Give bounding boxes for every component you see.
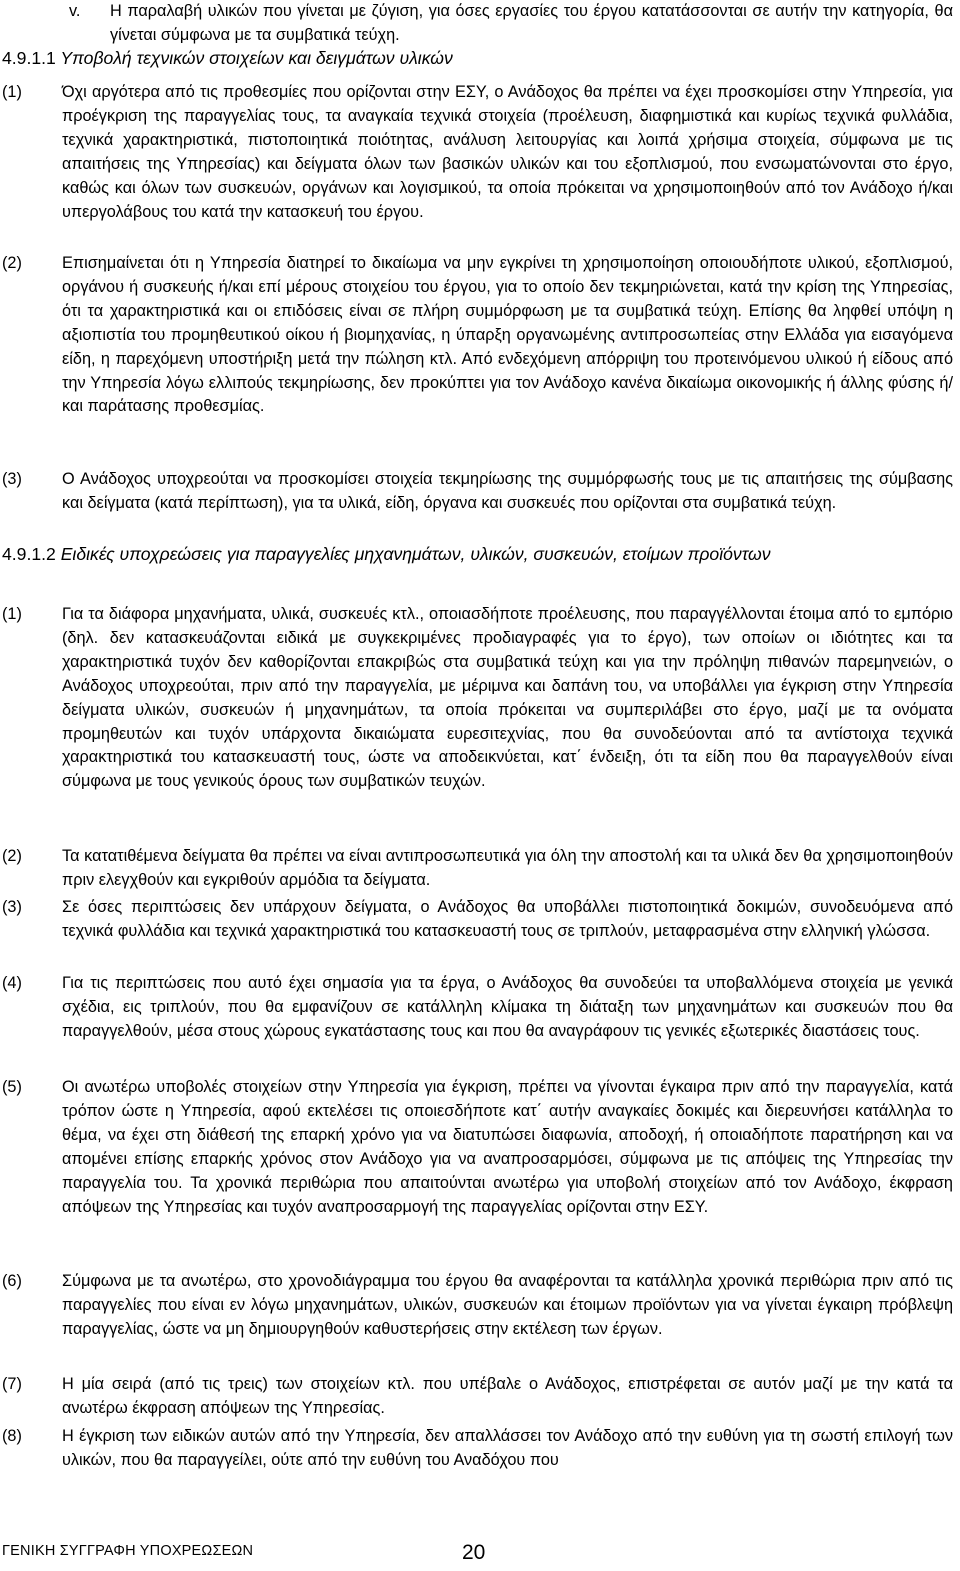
page-number: 20 bbox=[462, 1541, 486, 1564]
item-text: Η έγκριση των ειδικών αυτών από την Υπηρεσία, δεν απαλλάσσει τον Ανάδοχο από την ευθύνη για τη σωστή επιλογή των υλικών, που θα παραγγείλει, ούτε από την ευθύνη του Αναδόχου που bbox=[62, 1427, 953, 1469]
list-item bbox=[0, 468, 953, 516]
item-text: Σε όσες περιπτώσεις δεν υπάρχουν δείγματα, ο Ανάδοχος θα υποβάλλει πιστοποιητικά δοκιμών, συνοδευόμενα από τεχνικά φυλλάδια και τεχνικά χαρακτηριστικά του κατασκευαστή τους σε τριπλούν, μεταφρασμένα στην ελληνική γλώσσα. bbox=[62, 898, 953, 940]
list-item bbox=[0, 972, 953, 1044]
list-item bbox=[0, 81, 953, 224]
item-number: (1) bbox=[2, 83, 22, 101]
item-number: (2) bbox=[2, 254, 22, 272]
item-text: Σύμφωνα με τα ανωτέρω, στο χρονοδιάγραμμα του έργου θα αναφέρονται τα κατάλληλα χρονικά περιθώρια πριν από τις παραγγελίες που είναι εν λόγω μηχανημάτων, υλικών, συσκευών και έτοιμων προϊόντων για να γίνεται έγκαιρη πρόβλεψη παραγγελίας, ώστε να μη δημιουργηθούν καθυστερήσεις στην εκτέλεση των έργων. bbox=[62, 1272, 953, 1338]
list-item bbox=[0, 1270, 953, 1342]
item-text: Η παραλαβή υλικών που γίνεται με ζύγιση, για όσες εργασίες του έργου κατατάσσονται σε αυτήν την κατηγορία, θα γίνεται σύμφωνα με τα συμβατικά τεύχη. bbox=[110, 2, 953, 44]
footer-title: ΓΕΝΙΚΗ ΣΥΓΓΡΑΦΗ ΥΠΟΧΡΕΩΣΕΩΝ bbox=[2, 1543, 254, 1559]
list-item bbox=[0, 1425, 953, 1473]
section-number: 4.9.1.2 bbox=[2, 544, 56, 564]
section-title: Ειδικές υποχρεώσεις για παραγγελίες μηχανημάτων, υλικών, συσκευών, ετοίμων προϊόντων bbox=[55, 544, 771, 564]
section-heading-4-9-1-2 bbox=[2, 542, 952, 567]
list-item bbox=[0, 1076, 953, 1219]
item-text: Για τα διάφορα μηχανήματα, υλικά, συσκευές κτλ., οποιασδήποτε προέλευσης, που παραγγέλλονται έτοιμα από το εμπόριο (δηλ. δεν κατασκευάζονται ειδικά με συγκεκριμένες προδιαγραφές για το έργο), των οποίων οι ιδιότητες και τα χαρακτηριστικά τυχόν δεν καθορίζονται επακριβώς στα συμβατικά τεύχη και για την πρόληψη πιθανών παρεμηνειών, ο Ανάδοχος υποχρεούται, πριν από την παραγγελία, με μέριμνα και δαπάνη του, να υποβάλλει για έγκριση στην Υπηρεσία δείγματα υλικών, συσκευών ή μηχανημάτων, τα οποία πρόκειται να συμπεριλάβει στο έργο, μαζί με τα ονόματα προμηθευτών και τυχόν υπάρχοντα δικαιώματα ευρεσιτεχνίας, που θα συνοδεύονται από τα αντίστοιχα τεχνικά χαρακτηριστικά του κατασκευαστή τους, ώστε να αποδεικνύεται, κατ΄ ένδειξη, ότι τα είδη που θα παραγγελθούν είναι σύμφωνα με τους γενικούς όρους των συμβατικών τευχών. bbox=[62, 605, 953, 791]
item-text: Επισημαίνεται ότι η Υπηρεσία διατηρεί το δικαίωμα να μην εγκρίνει τη χρησιμοποίηση οποιουδήποτε υλικού, εξοπλισμού, οργάνου ή συσκευής ή/και επί μέρους στοιχείου του έργου, για το οποίο δεν τεκμηριώνεται, κατά την κρίση της Υπηρεσίας, ότι τα χαρακτηριστικά και οι επιδόσεις είναι σε πλήρη συμμόρφωση με τα συμβατικά τεύχη. Επίσης θα ληφθεί υπόψη η αξιοπιστία του προμηθευτικού οίκου ή βιομηχανίας, η ύπαρξη οργανωμένης αντιπροσωπείας στην Ελλάδα για εισαγόμενα είδη, η παρεχόμενη υποστήριξη μετά την πώληση κτλ. Από ενδεχόμενη απόρριψη του προτεινόμενου υλικού ή είδους από την Υπηρεσία λόγω ελλιπούς τεκμηρίωσης, δεν προκύπτει για τον Ανάδοχο κανένα δικαίωμα οικονομικής ή άλλης φύσης ή/και παράτασης προθεσμίας. bbox=[62, 254, 953, 416]
list-item-v bbox=[0, 0, 953, 48]
item-text: Η μία σειρά (από τις τρεις) των στοιχείων κτλ. που υπέβαλε ο Ανάδοχος, επιστρέφεται σε αυτόν μαζί με την κατά τα ανωτέρω έκφραση απόψεων της Υπηρεσίας. bbox=[62, 1375, 953, 1417]
item-text: Όχι αργότερα από τις προθεσμίες που ορίζονται στην ΕΣΥ, ο Ανάδοχος θα πρέπει να έχει προσκομίσει στην Υπηρεσία, για προέγκριση της παραγγελίας τους, τα αναγκαία τεχνικά στοιχεία (προέλευση, διαφημιστικά και κυρίως τεχνικά φυλλάδια, τεχνικά χαρακτηριστικά, πιστοποιητικά ποιότητας, ανάλυση λειτουργίας και λοιπά χρήσιμα στοιχεία, σύμφωνα με τις απαιτήσεις της Υπηρεσίας) και δείγματα όλων των βασικών υλικών και του εξοπλισμού, που ενσωματώνονται στο έργο, καθώς και όλων των συσκευών, οργάνων και λογισμικού, τα οποία πρόκειται να χρησιμοποιηθούν από τον Ανάδοχο ή/και υπεργολάβους του κατά την κατασκευή του έργου. bbox=[62, 83, 953, 221]
section-title: Υποβολή τεχνικών στοιχείων και δειγμάτων υλικών bbox=[55, 48, 453, 68]
item-number: (3) bbox=[2, 470, 22, 488]
section-heading-4-9-1-1 bbox=[2, 46, 952, 71]
item-number: (1) bbox=[2, 605, 22, 623]
item-number: (4) bbox=[2, 974, 22, 992]
list-item bbox=[0, 845, 953, 893]
list-item bbox=[0, 896, 953, 944]
item-number: (2) bbox=[2, 847, 22, 865]
item-number: (3) bbox=[2, 898, 22, 916]
item-number: v. bbox=[69, 2, 81, 20]
item-text: Ο Ανάδοχος υποχρεούται να προσκομίσει στοιχεία τεκμηρίωσης της συμμόρφωσής τους με τις απαιτήσεις της σύμβασης και δείγματα (κατά περίπτωση), για τα υλικά, είδη, όργανα και συσκευές που ορίζονται στα συμβατικά τεύχη. bbox=[62, 470, 953, 512]
section-number: 4.9.1.1 bbox=[2, 48, 56, 68]
item-text: Για τις περιπτώσεις που αυτό έχει σημασία για τα έργα, ο Ανάδοχος θα συνοδεύει τα υποβαλλόμενα στοιχεία με γενικά σχέδια, εις τριπλούν, που θα εμφανίζουν σε κατάλληλη κλίμακα τη διάταξη των μηχανημάτων και συσκευών που θα παραγγελθούν, μέσα στους χώρους εγκατάστασης τους και που θα αναγράφουν τις γενικές εξωτερικές διαστάσεις τους. bbox=[62, 974, 953, 1040]
item-number: (6) bbox=[2, 1272, 22, 1290]
list-item bbox=[0, 603, 953, 794]
item-number: (8) bbox=[2, 1427, 22, 1445]
item-text: Οι ανωτέρω υποβολές στοιχείων στην Υπηρεσία για έγκριση, πρέπει να γίνονται έγκαιρα πριν από την παραγγελία, κατά τρόπον ώστε η Υπηρεσία, αφού εκτελέσει τις οποιεσδήποτε κατ΄ αυτήν αναγκαίες δοκιμές και διερευνήσει κατάλληλα το θέμα, να έχει στη διάθεσή της επαρκή χρόνο για να διατυπώσει διαφωνία, αποδοχή, ή οποιαδήποτε παρατήρηση και να απομένει επίσης επαρκής χρόνος στον Ανάδοχο για να αναπροσαρμόσει, σύμφωνα με τις απόψεις της Υπηρεσίας την παραγγελία του. Τα χρονικά περιθώρια που απαιτούνται ανωτέρω για υποβολή στοιχείων από τον Ανάδοχο, έκφραση απόψεων της Υπηρεσίας και τυχόν αναπροσαρμογή της παραγγελίας ορίζονται στην ΕΣΥ. bbox=[62, 1078, 953, 1216]
list-item bbox=[0, 1373, 953, 1421]
list-item bbox=[0, 252, 953, 419]
item-number: (5) bbox=[2, 1078, 22, 1096]
item-number: (7) bbox=[2, 1375, 22, 1393]
item-text: Τα κατατιθέμενα δείγματα θα πρέπει να είναι αντιπροσωπευτικά για όλη την αποστολή και τα υλικά δεν θα χρησιμοποιηθούν πριν ελεγχθούν και εγκριθούν αρμόδια τα δείγματα. bbox=[62, 847, 953, 889]
